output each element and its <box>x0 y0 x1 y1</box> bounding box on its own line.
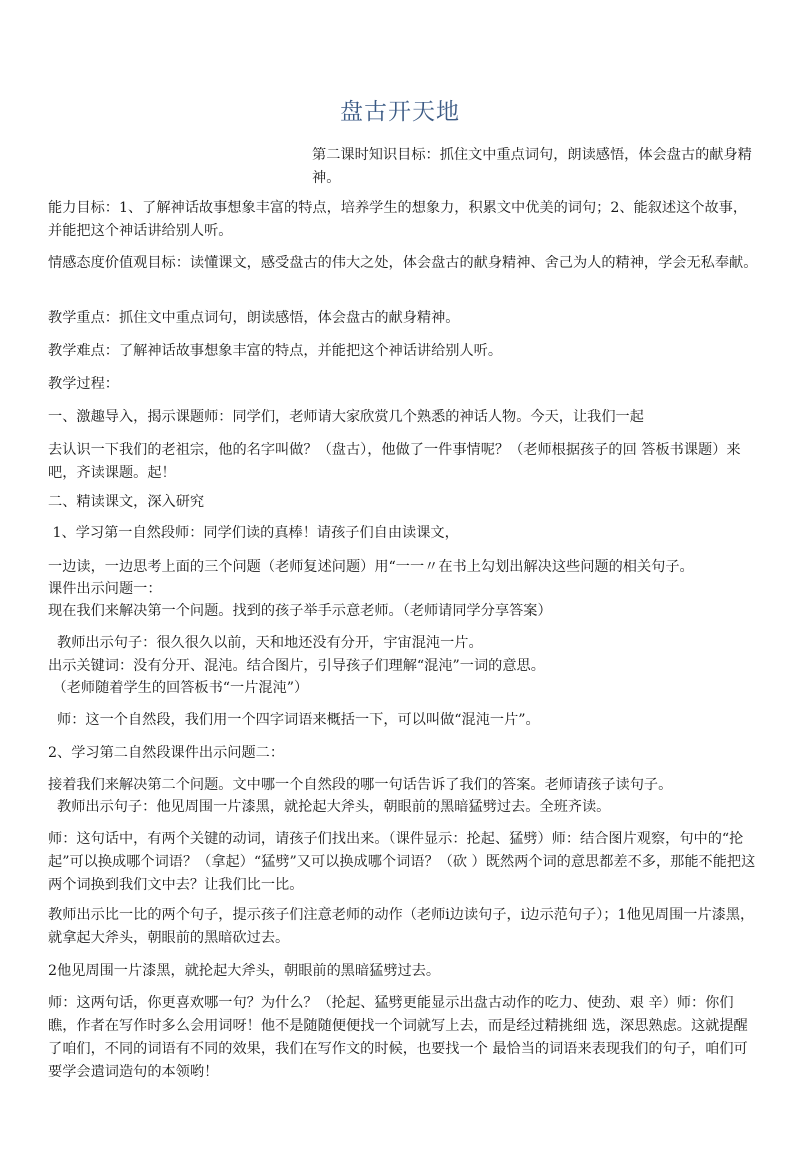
thinking-instruction: 一边读，一边思考上面的三个问题（老师复述问题）用“一一〃在书上勾划出解决这些问题的相关句子。 <box>48 559 694 575</box>
ability-goal: 能力目标：1、了解神话故事想象丰富的特点，培养学生的想象力，积累文中优美的词句；2、能叙述这个故事，并能把这个神话讲给别人听。 <box>48 200 748 239</box>
teacher-sentence-one: 教师出示句子：很久很久以前，天和地还没有分开，宇宙混沌一片。 <box>48 635 483 651</box>
section-one-continued: 去认识一下我们的老祖宗，他的名字叫做？（盘古），他做了一件事情呢？（老师根据孩子的回 答板书课题）来吧，齐读课题。起！ <box>48 442 741 481</box>
study-paragraph-one: 1、学习第一自然段师：同学们读的真棒！请孩子们自由读课文， <box>48 525 459 541</box>
section-one-intro: 一、激趣导入，揭示课题师：同学们，老师请大家欣赏几个熟悉的神话人物。今天，让我们一起 <box>48 409 644 425</box>
closing-discussion: 师：这两句话，你更喜欢哪一句？为什么？（抡起、猛劈更能显示出盘古动作的吃力、使劲、艰 辛）师：你们瞧，作者在写作时多么会用词呀！他不是随随便便找一个词就写上去，而是经过精挑细 选，深思熟虑。这就提醒了咱们，不同的词语有不同的效果，我们在写作文的时候，也要找一个 最恰当的词语来表现我们的句子，咱们可要学会遣词造句的本领哟！ <box>48 995 748 1080</box>
solve-question-one: 现在我们来解决第一个问题。找到的孩子举手示意老师。（老师请同学分享答案） <box>48 603 552 619</box>
section-two-heading: 二、精读课文，深入研究 <box>48 494 205 510</box>
teacher-sentence-two: 教师出示句子：他见周围一片漆黑，就抡起大斧头，朝眼前的黑暗猛劈过去。全班齐读。 <box>48 799 611 815</box>
board-note-one: （老师随着学生的回答板书“一片混沌”） <box>48 680 309 696</box>
sentence-two: 2他见周围一片漆黑，就抡起大斧头，朝眼前的黑暗猛劈过去。 <box>48 963 441 979</box>
document-title: 盘古开天地 <box>340 99 460 125</box>
keywords-one: 出示关键词：没有分开、混沌。结合图片，引导孩子们理解“混沌”一词的意思。 <box>48 658 545 674</box>
knowledge-goal: 第二课时知识目标：抓住文中重点词句，朗读感悟，体会盘古的献身精神。 <box>312 147 752 186</box>
teaching-process-heading: 教学过程： <box>48 376 119 392</box>
study-paragraph-two: 2、学习第二自然段课件出示问题二： <box>48 745 285 761</box>
teaching-focus: 教学重点：抓住文中重点词句，朗读感悟，体会盘古的献身精神。 <box>48 310 460 326</box>
teaching-difficulty: 教学难点：了解神话故事想象丰富的特点，并能把这个神话讲给别人听。 <box>48 343 503 359</box>
summary-paragraph-one: 师：这一个自然段，我们用一个四字词语来概括一下，可以叫做“混沌一片”。 <box>48 712 540 728</box>
compare-sentences: 教师出示比一比的两个句子，提示孩子们注意老师的动作（老师i边读句子，i边示范句子）；1他见周围一片漆黑，就拿起大斧头，朝眼前的黑暗砍过去。 <box>48 907 755 946</box>
key-verbs-discussion: 师：这句话中，有两个关键的动词，请孩子们找出来。（课件显示：抡起、猛劈）师：结合图片观察，句中的“抡起”可以换成哪个词语？（拿起）“猛劈”又可以换成哪个词语？（砍 ）既然两个词的意思都差不多，那能不能把这两个词换到我们文中去？让我们比一比。 <box>48 831 756 893</box>
question-one-label: 课件出示问题一： <box>48 581 162 597</box>
solve-question-two: 接着我们来解决第二个问题。文中哪一个自然段的哪一句话告诉了我们的答案。老师请孩子读句子。 <box>48 777 673 793</box>
emotion-goal: 情感态度价值观目标：读懂课文，感受盘古的伟大之处，体会盘古的献身精神、舍己为人的精神，学会无私奉献。 <box>48 255 758 271</box>
